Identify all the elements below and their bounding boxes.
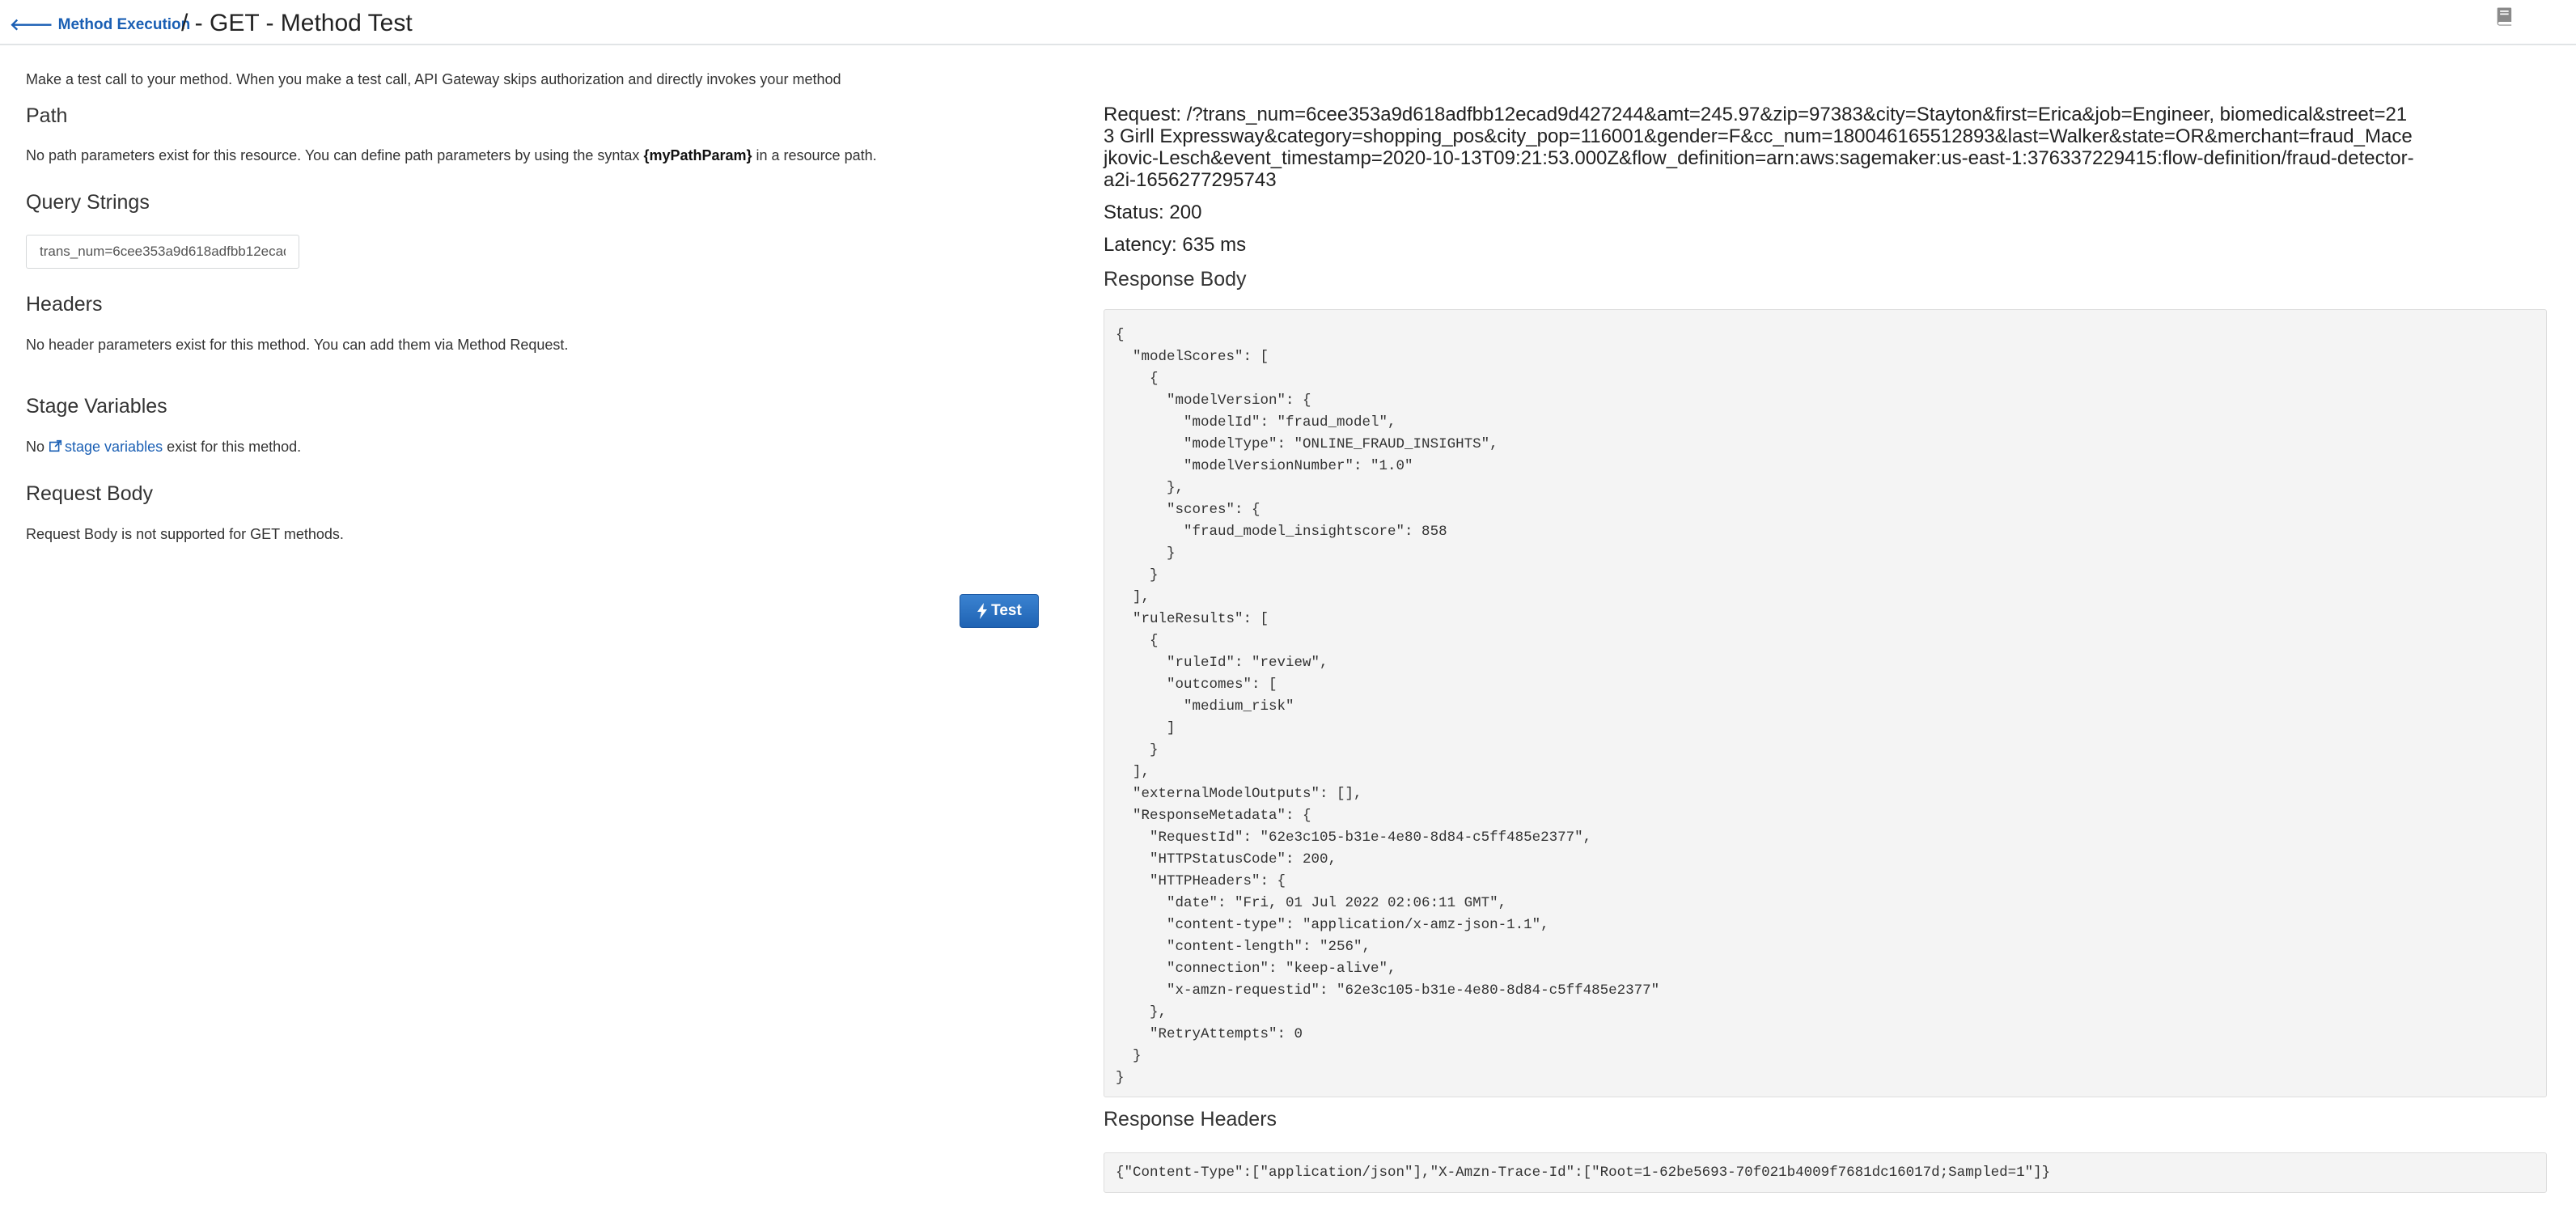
path-section-text: [26, 147, 877, 164]
page-header: [0, 0, 2576, 45]
stage-text-after: exist for this method.: [163, 439, 302, 455]
intro-text: Make a test call to your method. When you make a test call, API Gateway skips authorization and directly invokes your method: [26, 71, 841, 87]
request-line: Request: /?trans_num=6cee353a9d618adfbb12ecad9d427244&amt=245.97&zip=97383&city=Stayton&first=Erica&job=Engineer, biomedical&street=213 Girll Expressway&category=shopping_pos&city_pop=116001&gender=F&cc_num=180046165512893&last=Walker&state=OR&merchant=fraud_Macejkovic-Lesch&event_timestamp=2020-10-13T09:21:53.000Z&flow_definition=arn:aws:sagemaker:us-east-1:376337229415:flow-definition/fraud-detector-a2i-1656277295743: [1104, 104, 2414, 191]
headers-section-title: Headers: [26, 293, 103, 316]
response-body-title: Response Body: [1104, 268, 1247, 291]
test-button-label: Test: [991, 602, 1022, 619]
stage-text-before: No: [26, 439, 49, 455]
external-link-icon: [49, 439, 63, 453]
book-icon[interactable]: [2493, 5, 2516, 28]
response-headers-box[interactable]: [1104, 1152, 2547, 1193]
test-button[interactable]: [960, 594, 1039, 628]
path-section-title: Path: [26, 104, 68, 127]
request-body-section-text: Request Body is not supported for GET methods.: [26, 526, 344, 542]
lightning-icon: [977, 603, 988, 619]
stage-variables-section-title: Stage Variables: [26, 395, 167, 418]
path-syntax: {myPathParam}: [643, 147, 752, 163]
stage-variables-section-text: [26, 439, 301, 456]
path-text-after: in a resource path.: [752, 147, 877, 163]
headers-section-text: No header parameters exist for this method. You can add them via Method Request.: [26, 337, 569, 353]
status-line: Status: 200: [1104, 202, 1202, 223]
query-strings-section-title: Query Strings: [26, 191, 150, 214]
latency-line: Latency: 635 ms: [1104, 234, 1247, 256]
response-headers-code: {"Content-Type":["application/json"],"X-Amzn-Trace-Id":["Root=1-62be5693-70f021b4009f7681dc16017d;Sampled=1"]}: [1116, 1165, 2051, 1181]
response-body-box[interactable]: [1104, 309, 2547, 1097]
stage-variables-link-label: stage variables: [65, 439, 163, 455]
page-title: / - GET - Method Test: [181, 10, 413, 36]
back-link-label: Method Execution: [57, 16, 191, 33]
back-to-method-execution-link[interactable]: [10, 16, 190, 34]
path-text-before: No path parameters exist for this resource. You can define path parameters by using the syntax: [26, 147, 644, 163]
arrow-left-icon: 🡐: [10, 16, 53, 34]
stage-variables-link[interactable]: [49, 439, 163, 455]
query-string-input[interactable]: [26, 235, 299, 269]
response-headers-title: Response Headers: [1104, 1108, 1277, 1131]
response-body-code: { "modelScores": [ { "modelVersion": { "modelId": "fraud_model", "modelType": "ONLINE_FRAUD_INSIGHTS", "modelVersionNumber": "1.0" }, "scores": { "fraud_model_insightscore": 858 } } ], "ruleResults": [ { "ruleId": "review", "outcomes": [ "medium_risk" ] } ], "externalModelOutputs": [], "ResponseMetadata": { "RequestId": "62e3c105-b31e-4e80-8d84-c5ff485e2377", "HTTPStatusCode": 200, "HTTPHeaders": { "date": "Fri, 01 Jul 2022 02:06:11 GMT", "content-type": "application/x-amz-json-1.1", "content-length": "256", "connection": "keep-alive", "x-amzn-requestid": "62e3c105-b31e-4e80-8d84-c5ff485e2377" }, "RetryAttempts": 0 } }: [1116, 327, 1660, 1086]
request-body-section-title: Request Body: [26, 482, 154, 505]
